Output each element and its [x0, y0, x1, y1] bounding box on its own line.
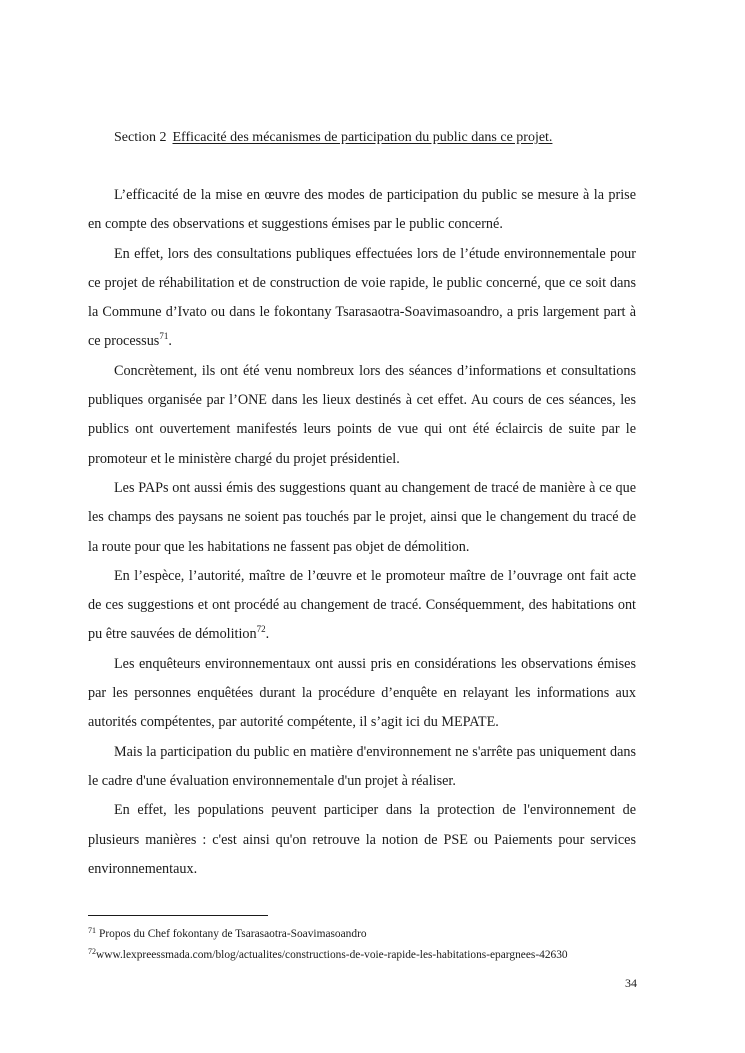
- page-number: 34: [625, 976, 637, 990]
- body-text: [88, 181, 636, 884]
- paragraph-3: [88, 357, 636, 474]
- footnote-link[interactable]: www.lexpreessmada.com/blog/actualites/constructions-de-voie-rapide-les-habitations-epargnees-42630: [96, 949, 568, 961]
- paragraph-2-text: En effet, lors des consultations publiques effectuées lors de l’étude environnementale pour ce projet de réhabilitation et de construction de voie rapide, le public concerné, que ce soit dans la Commune d’Ivato ou dans le fokontany Tsarasaotra-Soavimasoandro, a pris largement part à ce processus: [88, 245, 636, 350]
- paragraph-5-text: En l’espèce, l’autorité, maître de l’œuvre et le promoteur maître de l’ouvrage ont fait acte de ces suggestions et ont procédé au changement de tracé. Conséquemment, des habitations ont pu être sauvées de démolition: [88, 567, 636, 643]
- paragraph-8-text: En effet, les populations peuvent participer dans la protection de l'environnement de plusieurs manières : c'est ainsi qu'on retrouve la notion de PSE ou Paiements pour services environnementaux.: [88, 802, 636, 877]
- paragraph-1-text: L’efficacité de la mise en œuvre des modes de participation du public se mesure à la prise en compte des observations et suggestions émises par le public concerné.: [88, 187, 636, 233]
- footnote-text: Propos du Chef fokontany de Tsarasaotra-Soavimasoandro: [99, 928, 367, 940]
- paragraph-3-text: Concrètement, ils ont été venu nombreux lors des séances d’informations et consultations publiques organisée par l’ONE dans les lieux destinés à cet effet. Au cours de ces séances, les publics ont ouvertement manifestés leurs points de vue qui ont été éclaircis de suite par le promoteur et le ministère chargé du projet présidentiel.: [88, 362, 636, 467]
- footnote-marker: 72: [88, 947, 96, 956]
- paragraph-7: [88, 738, 636, 797]
- paragraph-7-text: Mais la participation du public en matière d'environnement ne s'arrête pas uniquement dans le cadre d'une évaluation environnementale d'un projet à réaliser.: [88, 743, 636, 789]
- paragraph-5: En l’espèce, l’autorité, maître de l’œuvre et le promoteur maître de l’ouvrage ont fait acte de ces suggestions et ont procédé au changement de tracé. Conséquemment, des habitations ont pu être sauvées de démolition$^{72}$.: [88, 567, 636, 643]
- paragraph-4: [88, 474, 636, 562]
- paragraph-6: [88, 650, 636, 738]
- section-label: Section 2: [114, 130, 167, 145]
- footnote-divider: [88, 915, 268, 916]
- section-title: Efficacité des mécanismes de participation du public dans ce projet.: [172, 130, 553, 145]
- footnote-72: [88, 945, 648, 966]
- paragraph-6-text: Les enquêteurs environnementaux ont aussi pris en considérations les observations émises par les personnes enquêtées durant la procédure d’enquête en relayant les informations aux autorités compétentes, par autorité compétente, il s’agit ici du MEPATE.: [88, 655, 636, 731]
- footnotes: [88, 924, 648, 966]
- footnote-marker: 71: [88, 926, 96, 935]
- paragraph-2: En effet, lors des consultations publiques effectuées lors de l’étude environnementale pour ce projet de réhabilitation et de construction de voie rapide, le public concerné, que ce soit dans la Commune d’Ivato ou dans le fokontany Tsarasaotra-Soavimasoandro, a pris largement part à ce processus$^{71}$.: [88, 245, 636, 350]
- section-heading: [114, 128, 552, 148]
- footnote-ref-71[interactable]: 71: [159, 331, 169, 342]
- paragraph-8: [88, 796, 636, 884]
- footnote-ref-72[interactable]: 72: [256, 624, 266, 635]
- paragraph-4-text: Les PAPs ont aussi émis des suggestions quant au changement de tracé de manière à ce que les champs des paysans ne soient pas touchés par le projet, ainsi que le changement du tracé de la route pour que les habitations ne fassent pas objet de démolition.: [88, 479, 636, 555]
- footnote-71: [88, 924, 648, 945]
- paragraph-1: [88, 181, 636, 240]
